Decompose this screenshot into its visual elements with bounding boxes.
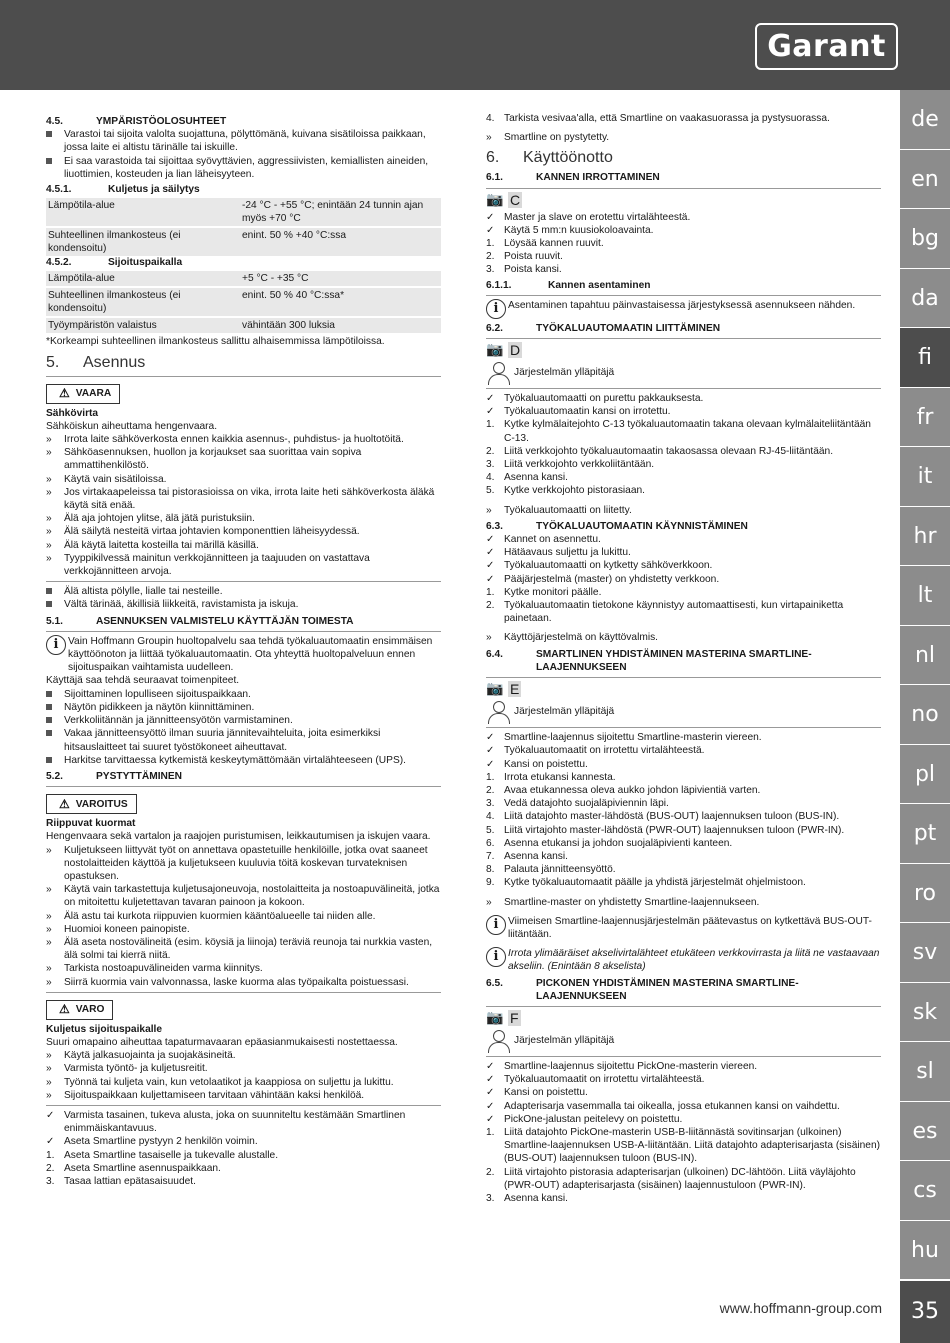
section-heading: 5.2. PYSTYTTÄMINEN [46,770,183,782]
step-item: 6. Asenna etukansi ja johdon suojaläpivienti kanteen. [486,837,733,849]
step-item: 3. Vedä datajohto suojaläpiviennin läpi. [486,798,669,810]
precondition-item: ✓ Työkaluautomaatit on irrotettu virtalähteestä. [486,1074,705,1086]
table-row [46,271,441,286]
person-icon [486,700,510,724]
step-item: 1. Kytke kylmälaitejohto C-13 työkaluautomaatin takana olevaan kylmälaiteliitäntään C-13. [486,419,871,444]
table-cell: Lämpötila-alue [46,271,240,286]
check-icon: ✓ [486,1100,495,1112]
step-item: 2. Avaa etukannessa oleva aukko johdon läpivientiä varten. [486,784,761,796]
step-item: 3. Tasaa lattian epätasaisuudet. [46,1175,196,1187]
spec-table-site [46,269,441,335]
caution-label: ⚠ VARO [46,1000,113,1020]
divider [486,188,881,189]
table-cell: Suhteellinen ilmankosteus (ei kondensoitu) [46,228,240,256]
lang-tab-en[interactable]: en [900,150,950,210]
info-note: i Vain Hoffmann Groupin huoltopalvelu saa tehdä työkaluautomaatin ensimmäisen käyttöönoton ja liittää työkaluautomaatin. Ota yhteyttä huoltopalveluun ennen sijoituspaikan vaihtamista uudelleen. [46,635,441,675]
divider [486,727,881,728]
precondition-item: ✓ Adapterisarja vasemmalla tai oikealla, jossa etukannen kansi on vaihdettu. [486,1100,840,1112]
step-item: 2. Liitä virtajohto pistorasia adapterisarjan (ulkoinen) DC-lähtöön. Liitä väyläjohto (PWR-OUT) adapterisarjasta (sisäinen) laajennustuloon (PWR-IN). [486,1166,856,1191]
step-item: 1. Löysää kannen ruuvit. [486,238,604,250]
paragraph: Käyttäjä saa tehdä seuraavat toimenpiteet. [46,675,240,687]
list-item: Vältä tärinää, äkillisiä liikkeitä, ravistamista ja iskuja. [46,598,441,611]
lang-tab-ro[interactable]: ro [900,864,950,924]
figure-reference: 📷 E [486,680,520,698]
list-item: » Tarkista nostoapuvälineiden varma kiinnitys. [46,963,263,975]
precondition-item: ✓ Smartline-laajennus sijoitettu Smartline-masterin viereen. [486,732,762,744]
camera-icon: 📷 [486,1009,504,1026]
language-sidebar [900,90,950,1280]
lang-tab-bg[interactable]: bg [900,209,950,269]
divider [486,295,881,296]
lang-tab-cs[interactable]: cs [900,1161,950,1221]
list-item: » Älä astu tai kurkota riippuvien kuormien kääntöalueelle tai niiden alle. [46,910,376,922]
list-item: Harkitse tarvittaessa kytkemistä keskeytymättömään virtalähteeseen (UPS). [46,754,441,767]
precondition-item: ✓ Hätäavaus suljettu ja lukittu. [486,547,631,559]
subsection-heading: 4.5.2. Sijoituspaikalla [46,257,183,269]
step-item: 1. Kytke monitori päälle. [486,586,602,598]
precondition-item: ✓ Kannet on asennettu. [486,534,601,546]
info-icon: i [486,947,506,967]
table-cell: Lämpötila-alue [46,198,240,226]
info-icon: i [46,635,66,655]
check-icon: ✓ [486,1087,495,1099]
list-item: » Sähköasennuksen, huollon ja korjaukset saa suorittaa vain sopiva ammattihenkilöstö. [46,447,362,472]
info-icon: i [486,299,506,319]
page-number: 35 [900,1281,950,1343]
info-note: i Irrota ylimääräiset akselivirtalähteet etukäteen verkkovirrasta ja liitä ne vastaavaan akseliin. (Enintään 8 akselista) [486,947,881,973]
check-icon: ✓ [486,547,495,559]
camera-icon: 📷 [486,680,504,697]
info-note: i Asentaminen tapahtuu päinvastaisessa järjestyksessä asennukseen nähden. [486,299,881,319]
header-bar [0,0,950,90]
step-item: 1. Irrota etukansi kannesta. [486,771,616,783]
warning-title: Riippuvat kuormat [46,818,136,830]
precondition-item: ✓ Smartline-laajennus sijoitettu PickOne-masterin viereen. [486,1060,758,1072]
table-cell: vähintään 300 luksia [240,318,441,333]
check-icon: ✓ [486,406,495,418]
list-item: 4. Tarkista vesivaa'alla, että Smartline on vaakasuorassa ja pystysuorassa. [486,113,830,124]
lang-tab-sl[interactable]: sl [900,1042,950,1102]
warning-triangle-icon: ⚠ [59,386,70,401]
list-item: » Käytä vain tarkastettuja kuljetusajoneuvoja, nostolaitteita ja nostoapuvälineitä, jotka on mitoitettu kuljetettavan tavaran painoon ja kokoon. [46,884,440,909]
section-heading: 4.5. YMPÄRISTÖOLOSUHTEET [46,116,227,127]
precondition-item: ✓ PickOne-jalustan peitelevy on poistettu. [486,1113,683,1125]
check-icon: ✓ [486,573,495,585]
check-icon: ✓ [46,1109,55,1121]
check-icon: ✓ [46,1136,55,1148]
spec-table-transport [46,196,441,258]
right-column [486,112,881,1205]
check-icon: ✓ [486,745,495,757]
square-bullet-icon [46,131,52,137]
step-item: 4. Asenna kansi. [486,472,568,484]
step-item: 5. Liitä virtajohto master-lähdöstä (PWR-OUT) laajennuksen tuloon (PWR-IN). [486,824,845,836]
step-item: 1. Aseta Smartline tasaiselle ja tukevalle alustalle. [46,1149,279,1161]
figure-reference: 📷 D [486,341,521,359]
list-item: Näytön pidikkeen ja näytön kiinnittäminen. [46,701,441,714]
list-item: » Tyyppikilvessä mainitun verkkojännitteen ja taajuuden on vastattava verkkojännitteen arvoja. [46,552,370,578]
check-icon: ✓ [486,560,495,572]
step-item: 2. Aseta Smartline asennuspaikkaan. [46,1162,221,1174]
check-icon: ✓ [486,732,495,744]
info-note: i Viimeisen Smartline-laajennusjärjestelmän päätevastus on kytkettävä BUS-OUT-liitäntään. [486,915,881,941]
chapter-heading: 6. Käyttöönotto [486,149,613,167]
subsection-heading: 4.5.1. Kuljetus ja säilytys [46,184,200,196]
divider [486,1006,881,1007]
list-item: » Älä säilytä nesteitä virtaa johtavien komponenttien läheisyydessä. [46,526,360,538]
list-item: Ei saa varastoida tai sijoittaa syövyttävien, aggressiivisten, kemiallisten aineiden, liuottimien, kosteuden ja lian läheisyyteen. [46,155,441,181]
list-item: » Käytä jalkasuojainta ja suojakäsineitä. [46,1050,236,1062]
section-heading: 6.4. SMARTLINEN YHDISTÄMINEN MASTERINA SMARTLINE-LAAJENNUKSEEN [486,648,812,673]
step-item: 7. Asenna kansi. [486,850,568,862]
step-item: 2. Työkaluautomaatin tietokone käynnistyy automaattisesti, kun virtapainiketta painetaan. [486,600,844,625]
lang-tab-hr[interactable]: hr [900,507,950,567]
section-heading: 6.3. TYÖKALUAUTOMAATIN KÄYNNISTÄMINEN [486,520,748,532]
table-cell: Työympäristön valaistus [46,318,240,333]
square-bullet-icon [46,757,52,763]
step-item: 8. Palauta jännitteensyöttö. [486,864,616,876]
step-item: 4. Liitä datajohto master-lähdöstä (BUS-OUT) laajennuksen tuloon (BUS-IN). [486,811,840,823]
divider [46,631,441,632]
warning-subtitle: Hengenvaara sekä vartalon ja raajojen puristumisen, leikkautumisen ja iskujen vaara. [46,831,431,843]
list-item: Verkkoliitännän ja jännitteensyötön varmistaminen. [46,714,441,727]
precondition-item: ✓ Kansi on poistettu. [486,1087,588,1099]
square-bullet-icon [46,730,52,736]
table-cell: +5 °C - +35 °C [240,271,441,286]
warning-subtitle: Suuri omapaino aiheuttaa tapaturmavaaran epäasianmukaisesti nostettaessa. [46,1036,398,1048]
lang-tab-fr[interactable]: fr [900,388,950,448]
result-item: » Smartline on pystytetty. [486,132,610,144]
step-item: 9. Kytke työkaluautomaatit päälle ja yhdistä järjestelmät ohjelmistoon. [486,877,806,889]
square-bullet-icon [46,717,52,723]
divider [46,581,441,582]
table-row [46,318,441,333]
list-item: Sijoittaminen lopulliseen sijoituspaikkaan. [46,688,441,701]
step-item: 3. Liitä verkkojohto verkkoliitäntään. [486,459,655,471]
table-row [46,198,441,226]
divider [486,338,881,339]
figure-reference: 📷 C [486,191,521,208]
precondition-item: ✓ Varmista tasainen, tukeva alusta, joka on suunniteltu kestämään Smartlinen enimmäiskantavuus. [46,1109,406,1135]
section-heading: 6.5. PICKONEN YHDISTÄMINEN MASTERINA SMARTLINE-LAAJENNUKSEEN [486,977,799,1002]
footer-url[interactable]: www.hoffmann-group.com [719,1300,882,1316]
square-bullet-icon [46,691,52,697]
lang-tab-hu[interactable]: hu [900,1221,950,1281]
garant-logo: Garant [755,23,898,70]
list-item: » Jos virtakaapeleissa tai pistorasioissa on vika, irrota laite heti sähköverkosta äläkä käytä sitä enää. [46,486,435,512]
lang-tab-de[interactable]: de [900,90,950,150]
check-icon: ✓ [486,758,495,770]
list-item: » Sijoituspaikkaan kuljettamiseen tarvitaan vähintään kaksi henkilöä. [46,1089,365,1101]
square-bullet-icon [46,601,52,607]
list-item: » Älä käytä laitetta kosteilla tai märillä käsillä. [46,539,259,551]
list-item: » Varmista työntö- ja kuljetusreitit. [46,1063,208,1075]
list-item: Vakaa jännitteensyöttö ilman suuria jännitevaihteluita, joita esimerkiksi hitsauslaitteet tai suuret työstökoneet aiheuttavat. [46,727,441,753]
table-row [46,228,441,256]
result-item: » Smartline-master on yhdistetty Smartline-laajennukseen. [486,896,760,908]
left-column [46,112,441,1188]
section-heading: 6.1. KANNEN IRROTTAMINEN [486,172,660,184]
precondition-item: ✓ Työkaluautomaatin kansi on irrotettu. [486,406,671,418]
warning-triangle-icon: ⚠ [59,796,70,811]
admin-role: Järjestelmän ylläpitäjä [486,361,881,385]
check-icon: ✓ [486,224,495,236]
figure-reference: 📷 F [486,1009,519,1026]
person-icon [486,361,510,385]
list-item: » Työnnä tai kuljeta vain, kun vetolaatikot ja kaappiosa on suljettu ja lukittu. [46,1076,394,1088]
list-item: » Älä aseta nostovälineitä (esim. köysiä ja liinoja) teräviä reunoja tai nurkkia vasten, älä solmi tai kierrä niitä. [46,936,433,962]
precondition-item: ✓ Työkaluautomaatti on kytketty sähköverkkoon. [486,560,713,572]
warning-title: Sähkövirta [46,407,99,419]
square-bullet-icon [46,158,52,164]
camera-icon: 📷 [486,191,504,207]
section-heading: 6.2. TYÖKALUAUTOMAATIN LIITTÄMINEN [486,322,721,334]
check-icon: ✓ [486,1074,495,1086]
divider [46,376,441,377]
warning-title: Kuljetus sijoituspaikalle [46,1023,163,1035]
warning-triangle-icon: ⚠ [59,1002,70,1017]
square-bullet-icon [46,588,52,594]
warning-label: ⚠ VAROITUS [46,794,137,814]
lang-tab-sk[interactable]: sk [900,983,950,1043]
table-cell: enint. 50 % +40 °C:ssa [240,228,441,256]
precondition-item: ✓ Kansi on poistettu. [486,758,588,770]
footnote: *Korkeampi suhteellinen ilmankosteus sallittu alhaisemmissa lämpötiloissa. [46,336,385,348]
step-item: 1. Liitä datajohto PickOne-masterin USB-B-liitännästä sovitinsarjan (ulkoinen) Smartline-laajennuksen USB-A-liitäntään. Liitä datajohto adapterisarjasta (sisäinen) (BUS-OUT) laajennuksen tuloon (BUS-IN). [486,1126,881,1165]
lang-tab-nl[interactable]: nl [900,626,950,686]
list-item: Varastoi tai sijoita valolta suojattuna, pölyttömänä, kuivana sisätiloissa paikkaan, jossa laite ei altistu tärinälle tai iskuille. [46,128,441,154]
divider [46,1105,441,1106]
precondition-item: ✓ Aseta Smartline pystyyn 2 henkilön voimin. [46,1136,258,1148]
check-icon: ✓ [486,1060,495,1072]
list-item: » Käytä vain sisätiloissa. [46,473,167,485]
list-item: Älä altista pölylle, lialle tai nesteille. [46,585,441,598]
table-row [46,288,441,316]
warning-subtitle: Sähköiskun aiheuttama hengenvaara. [46,420,218,432]
square-bullet-icon [46,704,52,710]
result-item: » Käyttöjärjestelmä on käyttövalmis. [486,632,659,644]
result-item: » Työkaluautomaatti on liitetty. [486,504,632,516]
precondition-item: ✓ Pääjärjestelmä (master) on yhdistetty verkkoon. [486,573,720,585]
divider [486,677,881,678]
lang-tab-fi[interactable]: fi [900,328,950,388]
divider [46,786,441,787]
list-item: » Kuljetukseen liittyvät työt on annettava opastetuille henkilöille, jotka ovat saaneet nostolaitteiden käyttöä ja kuljetukseen kuuluvia töitä koskevan turvateknisen opastuksen. [46,844,428,882]
check-icon: ✓ [486,534,495,546]
lang-tab-sv[interactable]: sv [900,923,950,983]
table-cell: Suhteellinen ilmankosteus (ei kondensoitu) [46,288,240,316]
precondition-item: ✓ Työkaluautomaatti on purettu pakkauksesta. [486,393,704,405]
lang-tab-da[interactable]: da [900,269,950,329]
step-item: 3. Poista kansi. [486,264,562,276]
list-item: » Huomioi koneen painopiste. [46,923,190,935]
check-icon: ✓ [486,211,495,223]
chapter-heading: 5. Asennus [46,353,146,371]
lang-tab-pt[interactable]: pt [900,804,950,864]
admin-role: Järjestelmän ylläpitäjä [486,700,881,724]
divider [46,992,441,993]
list-item: » Siirrä kuormia vain valvonnassa, laske kuorma alas työpaikalta poistuessasi. [46,976,409,988]
camera-icon: 📷 [486,341,504,358]
list-item: » Irrota laite sähköverkosta ennen kaikkia asennus-, puhdistus- ja huoltotöitä. [46,434,404,446]
check-icon: ✓ [486,1113,495,1125]
divider [486,388,881,389]
lang-tab-lt[interactable]: lt [900,566,950,626]
danger-label: ⚠ VAARA [46,384,120,404]
lang-tab-pl[interactable]: pl [900,745,950,805]
subsection-heading: 6.1.1. Kannen asentaminen [486,279,651,291]
precondition-item: ✓ Master ja slave on erotettu virtalähteestä. [486,211,691,223]
lang-tab-it[interactable]: it [900,447,950,507]
table-cell: enint. 50 % 40 °C:ssa* [240,288,441,316]
check-icon: ✓ [486,393,495,405]
person-icon [486,1029,510,1053]
divider [486,1056,881,1057]
precondition-item: ✓ Käytä 5 mm:n kuusiokoloavainta. [486,224,654,236]
precondition-item: ✓ Työkaluautomaatit on irrotettu virtalähteestä. [486,745,705,757]
step-item: 2. Poista ruuvit. [486,251,563,263]
table-cell: -24 °C - +55 °C; enintään 24 tunnin ajan myös +70 °C [240,198,441,226]
lang-tab-no[interactable]: no [900,685,950,745]
info-icon: i [486,915,506,935]
step-item: 5. Kytke verkkojohto pistorasiaan. [486,485,645,497]
list-item: » Älä aja johtojen ylitse, älä jätä puristuksiin. [46,513,255,525]
section-heading: 5.1. ASENNUKSEN VALMISTELU KÄYTTÄJÄN TOIMESTA [46,615,354,627]
step-item: 2. Liitä verkkojohto työkaluautomaatin takaosassa olevaan RJ-45-liitäntään. [486,445,834,457]
lang-tab-es[interactable]: es [900,1102,950,1162]
step-item: 3. Asenna kansi. [486,1192,568,1204]
admin-role: Järjestelmän ylläpitäjä [486,1029,881,1053]
